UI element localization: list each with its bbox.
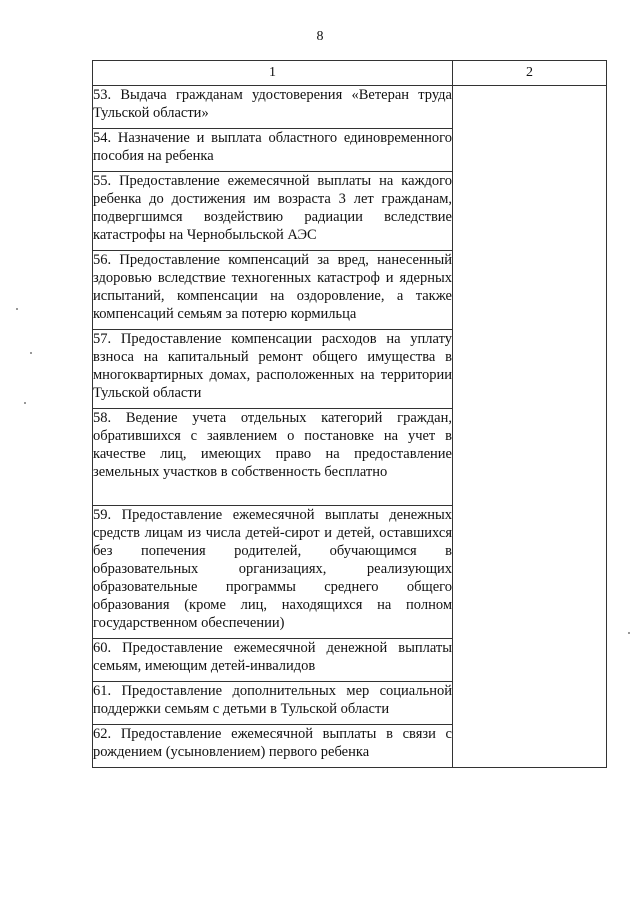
service-item-54: 54. Назначение и выплата областного единовременного пособия на ребенка [93, 130, 452, 164]
table-cell [93, 639, 453, 682]
column-2-cell [453, 86, 607, 768]
table-cell [93, 251, 453, 330]
table-cell [93, 682, 453, 725]
service-item-61: 61. Предоставление дополнительных мер социальной поддержки семьям с детьми в Тульской области [93, 683, 452, 717]
scan-speck [628, 632, 630, 634]
table-cell [93, 409, 453, 506]
column-header-2: 2 [453, 61, 607, 86]
service-item-53: 53. Выдача гражданам удостоверения «Ветеран труда Тульской области» [93, 87, 452, 121]
table-cell [93, 86, 453, 129]
service-item-55: 55. Предоставление ежемесячной выплаты на каждого ребенка до достижения им возраста 3 лет гражданам, подвергшимся воздействию радиации вследствие катастрофы на Чернобыльской АЭС [93, 173, 452, 243]
service-item-58: 58. Ведение учета отдельных категорий граждан, обратившихся с заявлением о постановке на учет в качестве лиц, имеющих право на предоставление земельных участков в собственность бесплатно [93, 410, 452, 480]
table-cell [93, 725, 453, 768]
service-item-56: 56. Предоставление компенсаций за вред, нанесенный здоровью вследствие техногенных катастроф и ядерных испытаний, компенсации на оздоровление, а также компенсаций семьям за потерю кормильца [93, 252, 452, 322]
scan-speck [24, 402, 26, 404]
service-item-57: 57. Предоставление компенсации расходов на уплату взноса на капитальный ремонт общего имущества в многоквартирных домах, расположенных на территории Тульской области [93, 331, 452, 401]
table-cell [93, 506, 453, 639]
service-item-62: 62. Предоставление ежемесячной выплаты в связи с рождением (усыновлением) первого ребенка [93, 726, 452, 760]
service-item-60: 60. Предоставление ежемесячной денежной выплаты семьям, имеющим детей-инвалидов [93, 640, 452, 674]
column-header-1: 1 [93, 61, 453, 86]
service-item-59: 59. Предоставление ежемесячной выплаты денежных средств лицам из числа детей-сирот и детей, оставшихся без попечения родителей, обучающимся в образовательных организациях, реализующих образовательные программы среднего общего образования (кроме лиц, находящихся на полном государственном обеспечении) [93, 507, 452, 631]
table-row [93, 86, 607, 129]
scan-speck [16, 308, 18, 310]
scan-speck [30, 352, 32, 354]
table-cell [93, 129, 453, 172]
services-table [92, 60, 607, 768]
table-header-row [93, 61, 607, 86]
page-number: 8 [316, 29, 324, 44]
table-cell [93, 330, 453, 409]
table-cell [93, 172, 453, 251]
